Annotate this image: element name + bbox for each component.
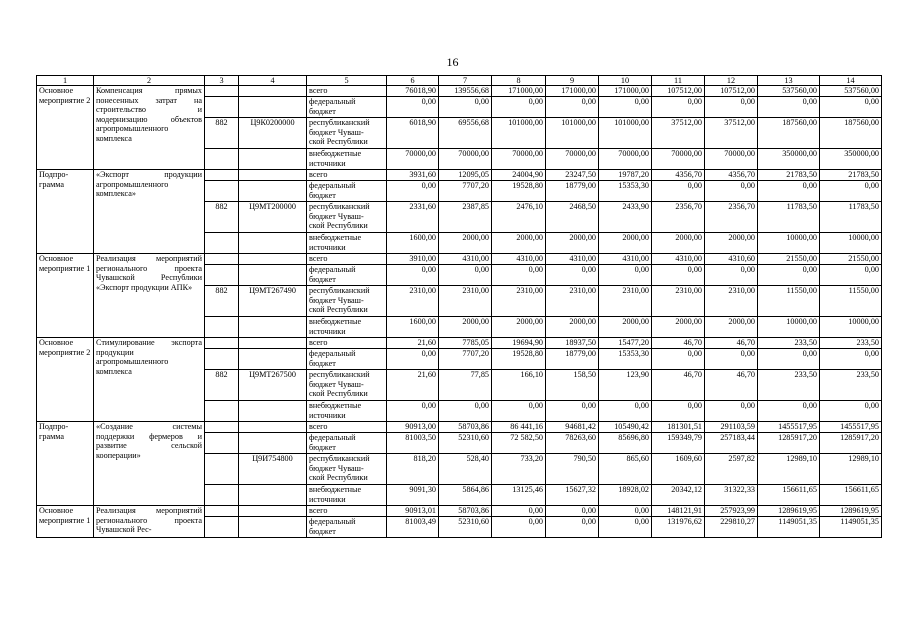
- amount-cell: 19528,80: [492, 349, 546, 370]
- amount-cell: 159349,79: [652, 433, 705, 454]
- amount-cell: 11550,00: [820, 286, 882, 317]
- amount-cell: 70000,00: [652, 149, 705, 170]
- amount-cell: 21550,00: [820, 254, 882, 265]
- amount-cell: 0,00: [758, 97, 820, 118]
- amount-cell: 171000,00: [546, 86, 599, 97]
- amount-cell: 229810,27: [705, 517, 758, 538]
- header-cell: 2: [94, 76, 205, 86]
- amount-cell: 24004,90: [492, 170, 546, 181]
- funding-source-cell: федеральный бюджет: [307, 433, 387, 454]
- amount-cell: 257183,44: [705, 433, 758, 454]
- funding-source-cell: внебюджетные источники: [307, 233, 387, 254]
- ministry-code-cell: 882: [205, 118, 239, 149]
- amount-cell: 2387,85: [439, 202, 492, 233]
- amount-cell: 11783,50: [758, 202, 820, 233]
- amount-cell: 2000,00: [492, 317, 546, 338]
- amount-cell: 94681,42: [546, 422, 599, 433]
- amount-cell: 0,00: [758, 401, 820, 422]
- amount-cell: 78263,60: [546, 433, 599, 454]
- amount-cell: 1600,00: [387, 233, 439, 254]
- amount-cell: 7707,20: [439, 349, 492, 370]
- funding-source-cell: федеральный бюджет: [307, 181, 387, 202]
- amount-cell: 2000,00: [599, 233, 652, 254]
- amount-cell: 537560,00: [758, 86, 820, 97]
- amount-cell: 257923,99: [705, 506, 758, 517]
- budget-code-cell: [239, 401, 307, 422]
- amount-cell: 12095,05: [439, 170, 492, 181]
- header-cell: 1: [37, 76, 94, 86]
- amount-cell: 0,00: [652, 265, 705, 286]
- budget-code-cell: [239, 97, 307, 118]
- amount-cell: 81003,50: [387, 433, 439, 454]
- amount-cell: 70000,00: [492, 149, 546, 170]
- amount-cell: 233,50: [820, 370, 882, 401]
- amount-cell: 0,00: [492, 506, 546, 517]
- amount-cell: 865,60: [599, 454, 652, 485]
- amount-cell: 2000,00: [705, 233, 758, 254]
- amount-cell: 0,00: [705, 401, 758, 422]
- amount-cell: 0,00: [758, 265, 820, 286]
- activity-name-cell: Реализация мероприятий регионального проекта Чувашской Республики «Экспорт продукции АПК»: [94, 254, 205, 338]
- budget-code-cell: [239, 317, 307, 338]
- amount-cell: 6018,90: [387, 118, 439, 149]
- amount-cell: 4310,00: [492, 254, 546, 265]
- amount-cell: 171000,00: [492, 86, 546, 97]
- amount-cell: 187560,00: [820, 118, 882, 149]
- amount-cell: 37512,00: [652, 118, 705, 149]
- amount-cell: 148121,91: [652, 506, 705, 517]
- amount-cell: 4310,00: [599, 254, 652, 265]
- amount-cell: 85696,80: [599, 433, 652, 454]
- amount-cell: 0,00: [705, 181, 758, 202]
- amount-cell: 76018,90: [387, 86, 439, 97]
- funding-source-cell: федеральный бюджет: [307, 265, 387, 286]
- amount-cell: 52310,60: [439, 517, 492, 538]
- funding-source-cell: республиканский бюджет Чуваш- ской Республики: [307, 370, 387, 401]
- amount-cell: 0,00: [546, 265, 599, 286]
- amount-cell: 0,00: [599, 517, 652, 538]
- amount-cell: 1285917,20: [820, 433, 882, 454]
- ministry-code-cell: 882: [205, 370, 239, 401]
- ministry-code-cell: [205, 422, 239, 433]
- amount-cell: 350000,00: [758, 149, 820, 170]
- amount-cell: 21783,50: [820, 170, 882, 181]
- amount-cell: 105490,42: [599, 422, 652, 433]
- amount-cell: 70000,00: [546, 149, 599, 170]
- amount-cell: 4310,00: [439, 254, 492, 265]
- amount-cell: 171000,00: [599, 86, 652, 97]
- amount-cell: 18928,02: [599, 485, 652, 506]
- amount-cell: 0,00: [439, 401, 492, 422]
- amount-cell: 156611,65: [820, 485, 882, 506]
- amount-cell: 0,00: [599, 97, 652, 118]
- amount-cell: 15627,32: [546, 485, 599, 506]
- activity-type-cell: Подпро- грамма: [37, 422, 94, 506]
- funding-source-cell: республиканский бюджет Чуваш- ской Республики: [307, 202, 387, 233]
- header-cell: 14: [820, 76, 882, 86]
- amount-cell: 1455517,95: [820, 422, 882, 433]
- header-cell: 3: [205, 76, 239, 86]
- ministry-code-cell: 882: [205, 286, 239, 317]
- amount-cell: 2000,00: [492, 233, 546, 254]
- amount-cell: 0,00: [758, 349, 820, 370]
- amount-cell: 2310,00: [439, 286, 492, 317]
- amount-cell: 4356,70: [652, 170, 705, 181]
- amount-cell: 101000,00: [546, 118, 599, 149]
- amount-cell: 2310,00: [546, 286, 599, 317]
- budget-code-cell: Ц9МТ267490: [239, 286, 307, 317]
- amount-cell: 2310,00: [705, 286, 758, 317]
- amount-cell: 0,00: [387, 349, 439, 370]
- amount-cell: 23247,50: [546, 170, 599, 181]
- amount-cell: 90913,00: [387, 422, 439, 433]
- amount-cell: 233,50: [758, 338, 820, 349]
- amount-cell: 2310,00: [387, 286, 439, 317]
- amount-cell: 46,70: [652, 370, 705, 401]
- amount-cell: 0,00: [546, 506, 599, 517]
- budget-code-cell: [239, 170, 307, 181]
- amount-cell: 181301,51: [652, 422, 705, 433]
- amount-cell: 2356,70: [652, 202, 705, 233]
- amount-cell: 1609,60: [652, 454, 705, 485]
- budget-table: [36, 75, 882, 538]
- amount-cell: 21550,00: [758, 254, 820, 265]
- ministry-code-cell: [205, 454, 239, 485]
- amount-cell: 0,00: [599, 265, 652, 286]
- amount-cell: 0,00: [546, 401, 599, 422]
- activity-name-cell: Реализация мероприятий регионального проекта Чувашской Рес-: [94, 506, 205, 538]
- activity-name-cell: Стимулирование экспорта продукции агропромышленного комплекса: [94, 338, 205, 422]
- amount-cell: 18937,50: [546, 338, 599, 349]
- amount-cell: 733,20: [492, 454, 546, 485]
- page-number: 16: [446, 55, 459, 69]
- table-row: [37, 254, 882, 265]
- header-cell: 10: [599, 76, 652, 86]
- amount-cell: 0,00: [387, 97, 439, 118]
- funding-source-cell: всего: [307, 506, 387, 517]
- budget-code-cell: [239, 233, 307, 254]
- activity-type-cell: Подпро- грамма: [37, 170, 94, 254]
- budget-code-cell: [239, 149, 307, 170]
- table-row: [37, 86, 882, 97]
- amount-cell: 3931,60: [387, 170, 439, 181]
- amount-cell: 86 441,16: [492, 422, 546, 433]
- funding-source-cell: республиканский бюджет Чуваш- ской Республики: [307, 118, 387, 149]
- amount-cell: 107512,00: [652, 86, 705, 97]
- ministry-code-cell: 882: [205, 202, 239, 233]
- amount-cell: 101000,00: [492, 118, 546, 149]
- amount-cell: 0,00: [439, 97, 492, 118]
- amount-cell: 4310,00: [652, 254, 705, 265]
- amount-cell: 0,00: [820, 181, 882, 202]
- amount-cell: 528,40: [439, 454, 492, 485]
- ministry-code-cell: [205, 317, 239, 338]
- amount-cell: 10000,00: [758, 317, 820, 338]
- activity-type-cell: Основное мероприятие 1: [37, 506, 94, 538]
- amount-cell: 2433,90: [599, 202, 652, 233]
- activity-type-cell: Основное мероприятие 2: [37, 86, 94, 170]
- header-cell: 9: [546, 76, 599, 86]
- ministry-code-cell: [205, 86, 239, 97]
- header-cell: 7: [439, 76, 492, 86]
- funding-source-cell: республиканский бюджет Чуваш- ской Республики: [307, 286, 387, 317]
- funding-source-cell: всего: [307, 170, 387, 181]
- amount-cell: 233,50: [758, 370, 820, 401]
- ministry-code-cell: [205, 401, 239, 422]
- amount-cell: 537560,00: [820, 86, 882, 97]
- amount-cell: 0,00: [652, 181, 705, 202]
- amount-cell: 0,00: [492, 517, 546, 538]
- amount-cell: 12989,10: [820, 454, 882, 485]
- amount-cell: 0,00: [599, 401, 652, 422]
- amount-cell: 46,70: [652, 338, 705, 349]
- amount-cell: 156611,65: [758, 485, 820, 506]
- amount-cell: 0,00: [758, 181, 820, 202]
- amount-cell: 4310,60: [705, 254, 758, 265]
- amount-cell: 123,90: [599, 370, 652, 401]
- amount-cell: 0,00: [820, 349, 882, 370]
- budget-code-cell: [239, 422, 307, 433]
- header-cell: 13: [758, 76, 820, 86]
- funding-source-cell: всего: [307, 86, 387, 97]
- amount-cell: 2468,50: [546, 202, 599, 233]
- funding-source-cell: всего: [307, 338, 387, 349]
- amount-cell: 2000,00: [439, 317, 492, 338]
- ministry-code-cell: [205, 181, 239, 202]
- amount-cell: 10000,00: [820, 233, 882, 254]
- amount-cell: 2000,00: [546, 317, 599, 338]
- header-cell: 5: [307, 76, 387, 86]
- funding-source-cell: внебюджетные источники: [307, 149, 387, 170]
- budget-code-cell: [239, 433, 307, 454]
- activity-name-cell: Компенсация прямых понесенных затрат на строительство и модернизацию объектов агропромышленного комплекса: [94, 86, 205, 170]
- amount-cell: 0,00: [492, 401, 546, 422]
- amount-cell: 37512,00: [705, 118, 758, 149]
- budget-code-cell: Ц9К0200000: [239, 118, 307, 149]
- amount-cell: 19528,80: [492, 181, 546, 202]
- header-cell: 11: [652, 76, 705, 86]
- amount-cell: 139556,68: [439, 86, 492, 97]
- amount-cell: 233,50: [820, 338, 882, 349]
- amount-cell: 21,60: [387, 370, 439, 401]
- amount-cell: 0,00: [492, 97, 546, 118]
- table-row: [37, 422, 882, 433]
- amount-cell: 350000,00: [820, 149, 882, 170]
- amount-cell: 10000,00: [820, 317, 882, 338]
- amount-cell: 58703,86: [439, 422, 492, 433]
- amount-cell: 0,00: [705, 265, 758, 286]
- amount-cell: 1455517,95: [758, 422, 820, 433]
- amount-cell: 0,00: [652, 401, 705, 422]
- amount-cell: 52310,60: [439, 433, 492, 454]
- amount-cell: 3910,00: [387, 254, 439, 265]
- funding-source-cell: внебюджетные источники: [307, 485, 387, 506]
- amount-cell: 31322,33: [705, 485, 758, 506]
- amount-cell: 69556,68: [439, 118, 492, 149]
- budget-code-cell: [239, 506, 307, 517]
- amount-cell: 0,00: [546, 517, 599, 538]
- amount-cell: 0,00: [820, 265, 882, 286]
- ministry-code-cell: [205, 233, 239, 254]
- amount-cell: 101000,00: [599, 118, 652, 149]
- budget-code-cell: [239, 265, 307, 286]
- budget-code-cell: Ц9МТ200000: [239, 202, 307, 233]
- amount-cell: 18779,00: [546, 181, 599, 202]
- amount-cell: 15353,30: [599, 181, 652, 202]
- budget-code-cell: [239, 181, 307, 202]
- amount-cell: 2331,60: [387, 202, 439, 233]
- amount-cell: 1600,00: [387, 317, 439, 338]
- table-row: [37, 338, 882, 349]
- amount-cell: 2000,00: [599, 317, 652, 338]
- ministry-code-cell: [205, 254, 239, 265]
- amount-cell: 70000,00: [705, 149, 758, 170]
- header-row: [37, 76, 882, 86]
- header-cell: 8: [492, 76, 546, 86]
- amount-cell: 72 582,50: [492, 433, 546, 454]
- amount-cell: 790,50: [546, 454, 599, 485]
- amount-cell: 0,00: [705, 97, 758, 118]
- amount-cell: 0,00: [705, 349, 758, 370]
- table-row: [37, 170, 882, 181]
- amount-cell: 291103,59: [705, 422, 758, 433]
- amount-cell: 19694,90: [492, 338, 546, 349]
- budget-code-cell: [239, 349, 307, 370]
- amount-cell: 2000,00: [439, 233, 492, 254]
- amount-cell: 2356,70: [705, 202, 758, 233]
- ministry-code-cell: [205, 149, 239, 170]
- amount-cell: 0,00: [652, 349, 705, 370]
- amount-cell: 46,70: [705, 338, 758, 349]
- amount-cell: 13125,46: [492, 485, 546, 506]
- amount-cell: 818,20: [387, 454, 439, 485]
- budget-code-cell: [239, 517, 307, 538]
- funding-source-cell: внебюджетные источники: [307, 317, 387, 338]
- amount-cell: 70000,00: [599, 149, 652, 170]
- amount-cell: 5864,86: [439, 485, 492, 506]
- amount-cell: 1289619,95: [758, 506, 820, 517]
- amount-cell: 2310,00: [492, 286, 546, 317]
- amount-cell: 0,00: [652, 97, 705, 118]
- amount-cell: 70000,00: [439, 149, 492, 170]
- budget-code-cell: [239, 338, 307, 349]
- amount-cell: 0,00: [387, 265, 439, 286]
- amount-cell: 77,85: [439, 370, 492, 401]
- budget-code-cell: Ц9И754800: [239, 454, 307, 485]
- amount-cell: 0,00: [492, 265, 546, 286]
- funding-source-cell: федеральный бюджет: [307, 349, 387, 370]
- activity-name-cell: «Экспорт продукции агропромышленного комплекса»: [94, 170, 205, 254]
- amount-cell: 11550,00: [758, 286, 820, 317]
- funding-source-cell: федеральный бюджет: [307, 517, 387, 538]
- amount-cell: 19787,20: [599, 170, 652, 181]
- amount-cell: 2000,00: [546, 233, 599, 254]
- amount-cell: 18779,00: [546, 349, 599, 370]
- amount-cell: 2310,00: [652, 286, 705, 317]
- ministry-code-cell: [205, 506, 239, 517]
- amount-cell: 7707,20: [439, 181, 492, 202]
- ministry-code-cell: [205, 349, 239, 370]
- activity-type-cell: Основное мероприятие 1: [37, 254, 94, 338]
- header-cell: 4: [239, 76, 307, 86]
- amount-cell: 15477,20: [599, 338, 652, 349]
- amount-cell: 1285917,20: [758, 433, 820, 454]
- activity-type-cell: Основное мероприятие 2: [37, 338, 94, 422]
- amount-cell: 10000,00: [758, 233, 820, 254]
- amount-cell: 2310,00: [599, 286, 652, 317]
- amount-cell: 0,00: [820, 97, 882, 118]
- amount-cell: 2000,00: [652, 317, 705, 338]
- amount-cell: 90913,01: [387, 506, 439, 517]
- funding-source-cell: всего: [307, 422, 387, 433]
- amount-cell: 4356,70: [705, 170, 758, 181]
- amount-cell: 2000,00: [705, 317, 758, 338]
- amount-cell: 11783,50: [820, 202, 882, 233]
- amount-cell: 187560,00: [758, 118, 820, 149]
- amount-cell: 9091,30: [387, 485, 439, 506]
- amount-cell: 1149051,35: [758, 517, 820, 538]
- amount-cell: 0,00: [387, 401, 439, 422]
- amount-cell: 4310,00: [546, 254, 599, 265]
- budget-code-cell: Ц9МТ267500: [239, 370, 307, 401]
- amount-cell: 0,00: [599, 506, 652, 517]
- budget-code-cell: [239, 86, 307, 97]
- amount-cell: 2476,10: [492, 202, 546, 233]
- amount-cell: 20342,12: [652, 485, 705, 506]
- amount-cell: 0,00: [546, 97, 599, 118]
- amount-cell: 21,60: [387, 338, 439, 349]
- table-row: [37, 506, 882, 517]
- amount-cell: 2597,82: [705, 454, 758, 485]
- funding-source-cell: всего: [307, 254, 387, 265]
- amount-cell: 0,00: [439, 265, 492, 286]
- ministry-code-cell: [205, 265, 239, 286]
- amount-cell: 158,50: [546, 370, 599, 401]
- header-cell: 6: [387, 76, 439, 86]
- amount-cell: 21783,50: [758, 170, 820, 181]
- ministry-code-cell: [205, 517, 239, 538]
- budget-code-cell: [239, 485, 307, 506]
- funding-source-cell: внебюджетные источники: [307, 401, 387, 422]
- funding-source-cell: федеральный бюджет: [307, 97, 387, 118]
- amount-cell: 7785,05: [439, 338, 492, 349]
- activity-name-cell: «Создание системы поддержки фермеров и развитие сельской кооперации»: [94, 422, 205, 506]
- amount-cell: 107512,00: [705, 86, 758, 97]
- ministry-code-cell: [205, 485, 239, 506]
- amount-cell: 131976,62: [652, 517, 705, 538]
- budget-code-cell: [239, 254, 307, 265]
- header-cell: 12: [705, 76, 758, 86]
- amount-cell: 46,70: [705, 370, 758, 401]
- ministry-code-cell: [205, 433, 239, 454]
- amount-cell: 12989,10: [758, 454, 820, 485]
- ministry-code-cell: [205, 97, 239, 118]
- amount-cell: 70000,00: [387, 149, 439, 170]
- amount-cell: 15353,30: [599, 349, 652, 370]
- amount-cell: 58703,86: [439, 506, 492, 517]
- funding-source-cell: республиканский бюджет Чуваш- ской Республики: [307, 454, 387, 485]
- ministry-code-cell: [205, 170, 239, 181]
- amount-cell: 1289619,95: [820, 506, 882, 517]
- amount-cell: 0,00: [820, 401, 882, 422]
- amount-cell: 1149051,35: [820, 517, 882, 538]
- amount-cell: 81003,49: [387, 517, 439, 538]
- amount-cell: 2000,00: [652, 233, 705, 254]
- amount-cell: 166,10: [492, 370, 546, 401]
- ministry-code-cell: [205, 338, 239, 349]
- amount-cell: 0,00: [387, 181, 439, 202]
